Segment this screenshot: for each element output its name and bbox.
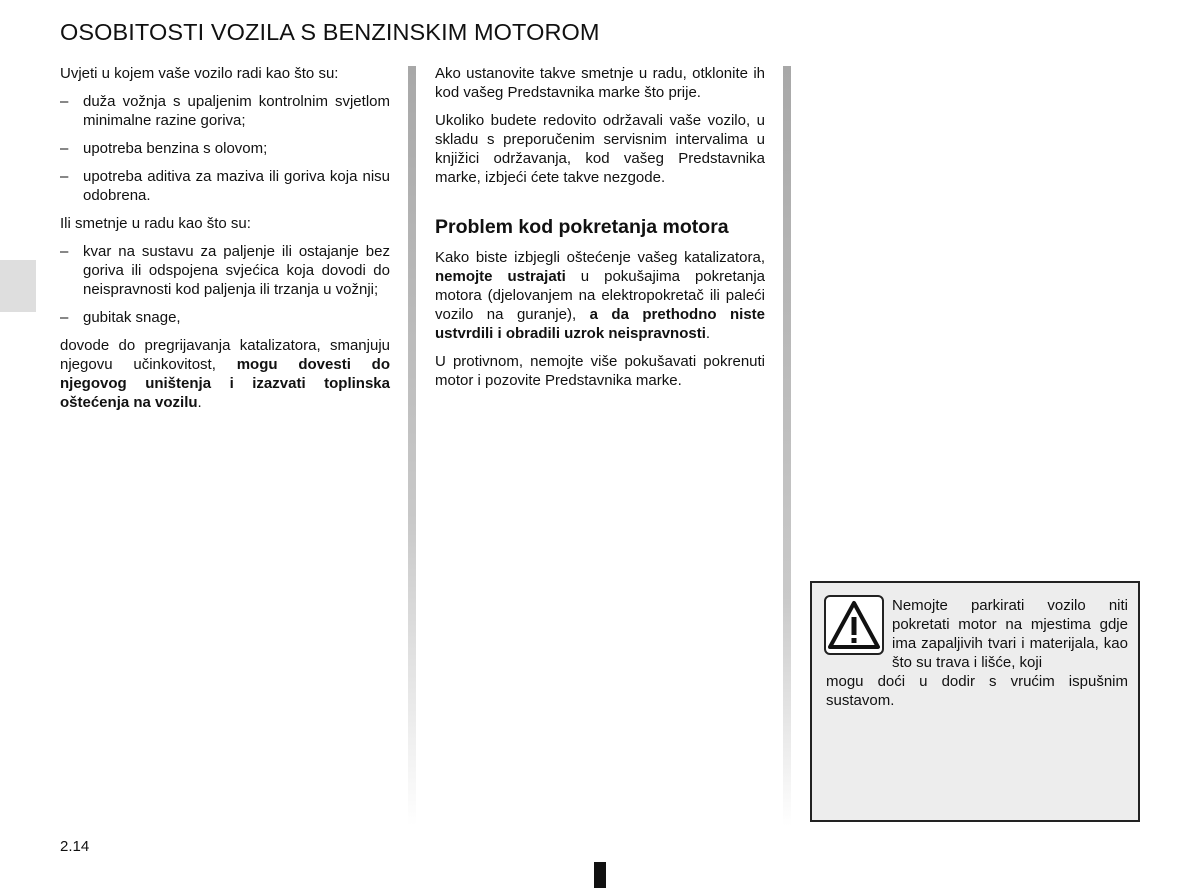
bullet-dash: – xyxy=(60,93,69,110)
warning-text-rest: mogu doći u dodir s vrućim ispušnim sustavom. xyxy=(826,673,1128,709)
page-marker xyxy=(594,862,606,888)
intro-text-2: Ili smetnje u radu kao što su: xyxy=(60,215,251,232)
paragraph: Ukoliko budete redovito održavali vaše vozilo, u skladu s preporučenim servisnim intervalima u knjižici održavanja, kod vašeg Predstavnika marke, izbjeći ćete takve nezgode. xyxy=(435,112,765,186)
bullet-dash: – xyxy=(60,168,69,185)
paragraph: U protivnom, nemojte više pokušavati pokrenuti motor i pozovite Predstavnika marke. xyxy=(435,353,765,389)
left-column xyxy=(60,64,390,421)
paragraph: Ako ustanovite takve smetnje u radu, otklonite ih kod vašeg Predstavnika marke što prije. xyxy=(435,65,765,101)
warning-text-lead: Nemojte parkirati vozilo niti pokretati motor na mjestima gdje ima zapaljivih tvari i materijala, kao što su trava i lišće, koji xyxy=(892,597,1128,671)
page-title: OSOBITOSTI VOZILA S BENZINSKIM MOTOROM xyxy=(60,19,600,45)
text-run: . xyxy=(705,325,711,342)
text-bold: a da prethodno niste ustvrdili i obradili uzrok neispravnosti xyxy=(435,306,766,342)
conclusion-paragraph xyxy=(60,336,390,412)
conclusion-end: . xyxy=(197,394,202,411)
section-heading: Problem kod pokretanja motora xyxy=(435,216,729,238)
list-item xyxy=(60,242,390,299)
intro-text: Uvjeti u kojem vaše vozilo radi kao što su: xyxy=(60,65,339,82)
list-item-text: gubitak snage, xyxy=(83,309,181,326)
bullet-dash: – xyxy=(60,309,69,326)
chapter-tab xyxy=(0,260,36,312)
list-item-text: upotreba benzina s olovom; xyxy=(83,140,268,157)
warning-box xyxy=(810,581,1140,822)
list-item xyxy=(60,167,390,205)
warning-text xyxy=(826,596,1128,710)
list-item xyxy=(60,308,390,327)
bullet-dash: – xyxy=(60,243,69,260)
paragraph xyxy=(435,248,765,343)
list-item xyxy=(60,139,390,158)
list-item xyxy=(60,92,390,130)
text-bold: nemojte ustrajati xyxy=(435,268,566,285)
bullet-dash: – xyxy=(60,140,69,157)
middle-column xyxy=(435,64,765,399)
list-item-text: upotreba aditiva za maziva ili goriva koja nisu odobrena. xyxy=(83,168,390,204)
column-divider xyxy=(783,66,791,826)
page-number: 2.14 xyxy=(60,838,90,855)
text-run: Kako biste izbjegli oštećenje vašeg katalizatora, xyxy=(435,249,765,266)
text-run: u pokušajima pokretanja motora (djelovanjem na elektropokretač ili paleći vozilo na guranje), xyxy=(435,268,765,323)
conclusion-bold: mogu dovesti do njegovog uništenja i izazvati toplinska oštećenja na vozilu xyxy=(60,356,391,411)
column-divider xyxy=(408,66,416,826)
list-item-text: kvar na sustavu za paljenje ili ostajanje bez goriva ili odspojena svjećica koja dovodi do neispravnosti kod paljenja ili trzanja u vožnji; xyxy=(83,243,390,298)
list-item-text: duža vožnja s upaljenim kontrolnim svjetlom minimalne razine goriva; xyxy=(83,93,390,129)
conclusion-text: dovode do pregrijavanja katalizatora, smanjuju njegovu učinkovitost, xyxy=(60,337,390,373)
